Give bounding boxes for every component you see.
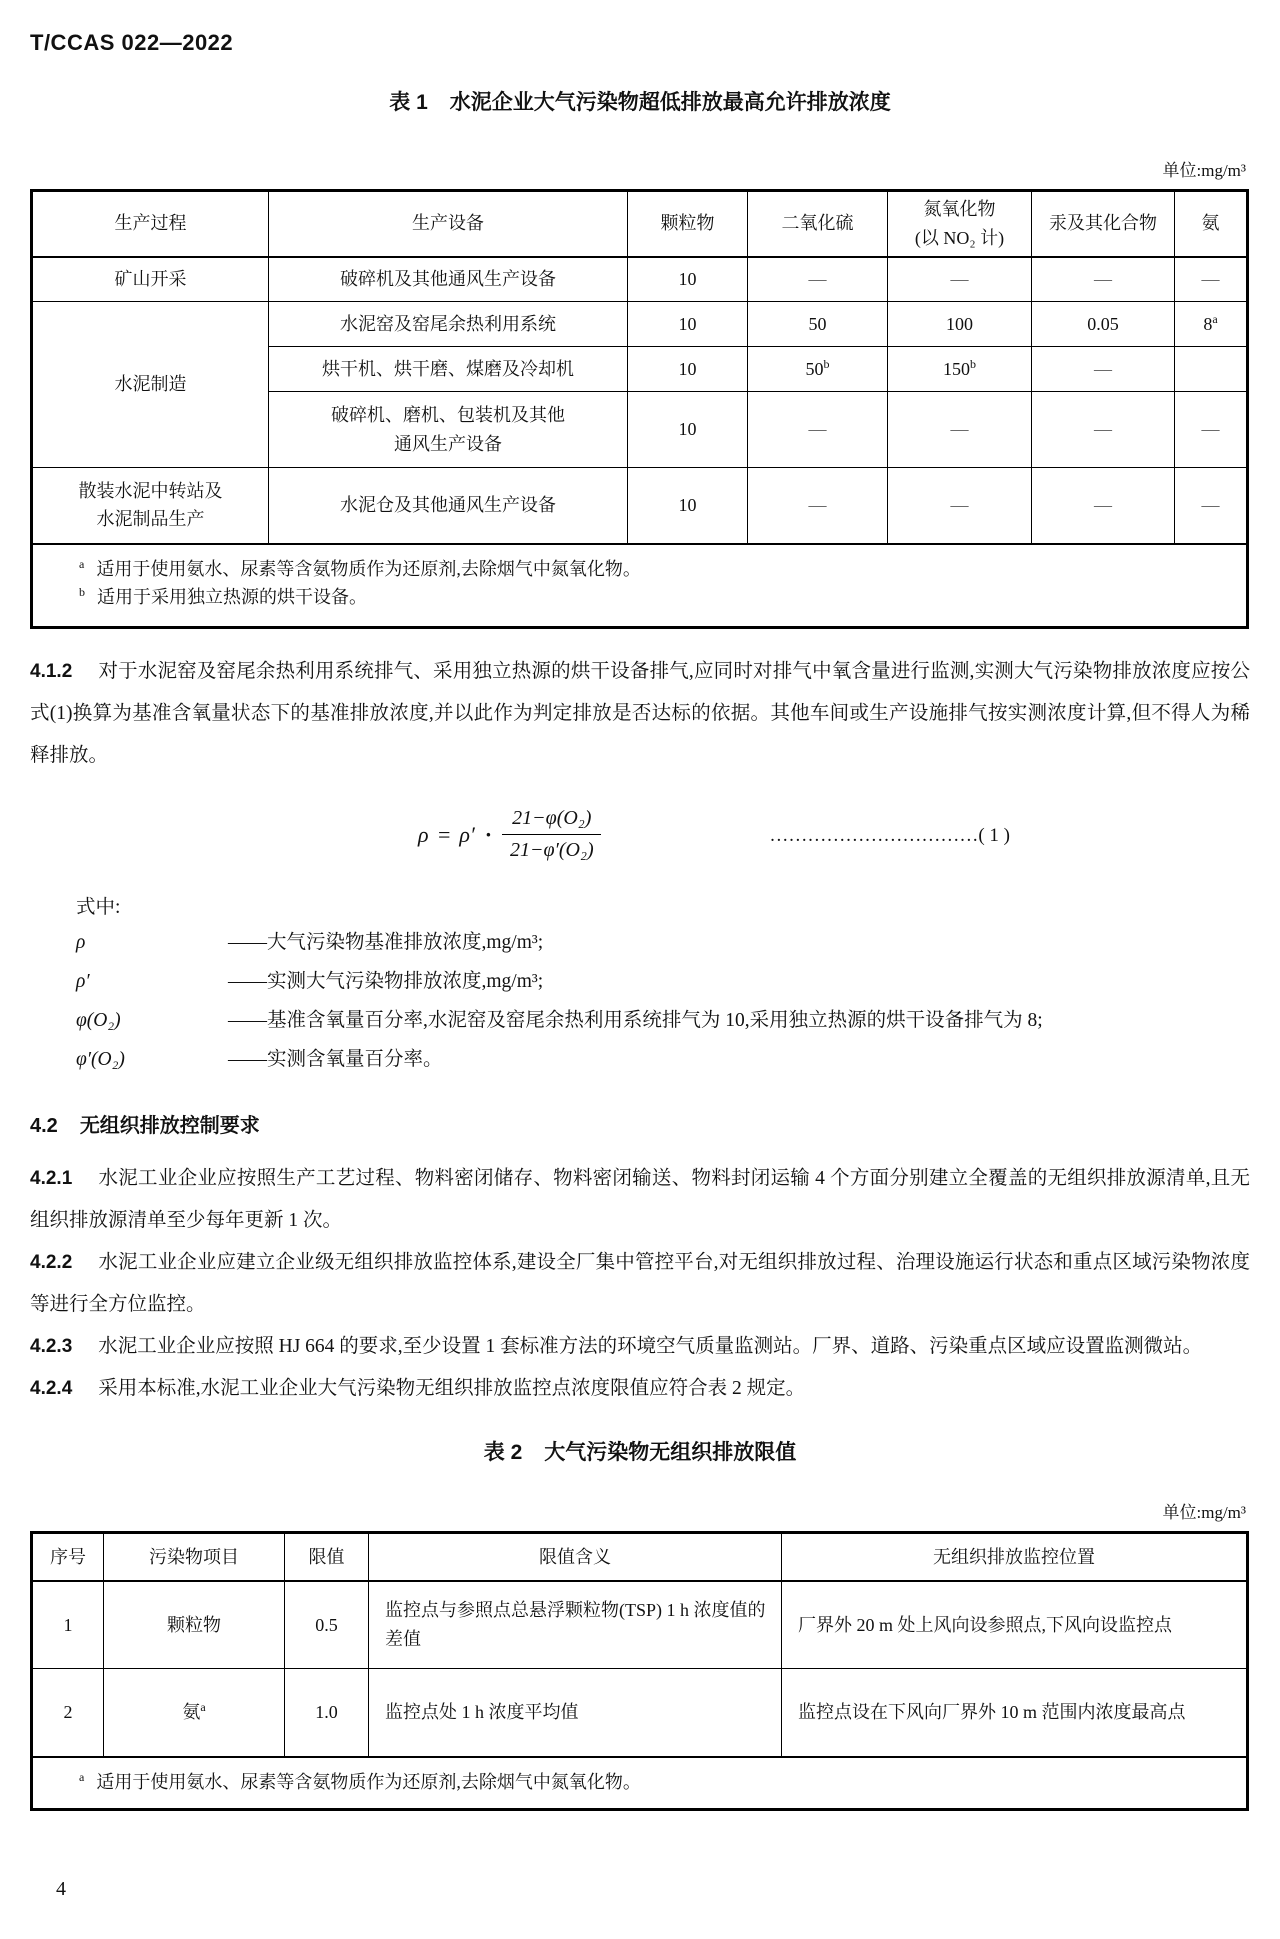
footnote-marker-b: b [970,356,976,371]
clause-number: 4.1.2 [30,661,73,683]
clause-4-2-1 [30,1158,1250,1242]
t1-col-nox-line2: (以 NO₂ 计) [914,227,1005,248]
t1-kiln-so2: 50 [748,302,888,347]
t1-col-mercury: 汞及其化合物 [1032,191,1175,257]
t1-bulk-equipment: 水泥仓及其他通风生产设备 [269,468,628,544]
formula-1 [30,799,1250,885]
table2-caption-text: 大气污染物无组织排放限值 [544,1441,797,1465]
t1-dryer-mercury: — [1032,347,1175,392]
multiplication-dot: · [484,821,493,847]
section-number: 4.2 [30,1115,58,1138]
t1-kiln-ammonia: 8$^a$ [1175,302,1248,347]
table1-unit: 单位:mg/m³ [1162,161,1246,180]
t1-dryer-particulate: 10 [628,347,748,392]
clause-4-2-4 [30,1368,1250,1410]
clause-number: 4.2.4 [30,1378,73,1400]
section-title: 无组织排放控制要求 [79,1115,260,1138]
t2-r2-no: 2 [32,1669,104,1757]
t1-col-ammonia: 氨 [1175,191,1248,257]
symbol: φ(O₂) [76,1010,121,1032]
t2-r1-limit: 0.5 [285,1581,369,1669]
t1-dryer-ammonia [1175,347,1248,392]
t1-kiln-nox: 100 [888,302,1032,347]
t2-row-particulate [32,1581,1248,1669]
t1-footnotes-row [32,544,1248,628]
table2-unit: 单位:mg/m³ [1162,1503,1246,1523]
t1-dryer-so2: 50$^b$ [748,347,888,392]
t2-footnote-a: $^a$ 适用于使用氨水、尿素等含氨物质作为还原剂,去除烟气中氮氧化物。 [79,1769,641,1792]
t2-row-ammonia [32,1669,1248,1757]
t2-col-position: 无组织排放监控位置 [782,1533,1248,1581]
table1-caption [30,86,1250,116]
definition-dash: —— [228,932,267,954]
standard-code: T/CCAS 022—2022 [30,30,234,55]
t2-col-no: 序号 [32,1533,104,1581]
t1-dryer-nox: 150$^b$ [888,347,1032,392]
definition-dash: —— [228,1010,267,1032]
definition-text: 基准含氧量百分率,水泥窑及窑尾余热利用系统排气为 10,采用独立热源的烘干设备排气为 8; [267,1010,1043,1032]
t2-r1-pollutant: 颗粒物 [104,1581,285,1669]
t2-r1-no: 1 [32,1581,104,1669]
t1-bulk-so2: — [748,468,888,544]
definition-rho [76,923,1246,962]
t1-bulk-ammonia: — [1175,468,1248,544]
clause-text: 采用本标准,水泥工业企业大气污染物无组织排放监控点浓度限值应符合表 2 规定。 [98,1378,806,1400]
definition-text: 实测含氧量百分率。 [267,1049,443,1071]
t1-kiln-particulate: 10 [628,302,748,347]
t1-mining-equipment: 破碎机及其他通风生产设备 [269,257,628,302]
t2-col-meaning: 限值含义 [369,1533,782,1581]
footnote-marker-a: a [79,1769,85,1784]
t2-r2-meaning: 监控点处 1 h 浓度平均值 [369,1669,782,1757]
t1-bulk-mercury: — [1032,468,1175,544]
definition-phi-o2 [76,1001,1246,1040]
symbol: φ′(O₂) [76,1049,125,1071]
clause-text: 水泥工业企业应建立企业级无组织排放监控体系,建设全厂集中管控平台,对无组织排放过程、治理设施运行状态和重点区域污染物浓度等进行全方位监控。 [30,1252,1250,1316]
section-4-2-heading [30,1109,1250,1138]
t1-crusher-equipment: 破碎机、磨机、包装机及其他 通风生产设备 [269,392,628,468]
clause-4-2-2 [30,1242,1250,1326]
t1-bulk-process: 散装水泥中转站及 水泥制品生产 [32,468,269,544]
t1-row-mining [32,257,1248,302]
t1-col-so2: 二氧化硫 [748,191,888,257]
definition-rho-prime [76,962,1246,1001]
footnote-marker-a: a [79,556,85,571]
t2-r2-position: 监控点设在下风向厂界外 10 m 范围内浓度最高点 [782,1669,1248,1757]
definition-phi-prime-o2 [76,1040,1246,1079]
t1-mining-so2: — [748,257,888,302]
t1-crusher-so2: — [748,392,888,468]
t2-col-pollutant: 污染物项目 [104,1533,285,1581]
t1-kiln-mercury: 0.05 [1032,302,1175,347]
clause-number: 4.2.1 [30,1168,73,1190]
clause-number: 4.2.2 [30,1252,73,1274]
clause-text: 水泥工业企业应按照 HJ 664 的要求,至少设置 1 套标准方法的环境空气质量监测站。厂界、道路、污染重点区域应设置监测微站。 [98,1336,1203,1358]
symbol: ρ′ [76,971,90,993]
t1-crusher-mercury: — [1032,392,1175,468]
t1-footnotes [32,544,1248,628]
t1-bulk-particulate: 10 [628,468,748,544]
t1-mining-mercury: — [1032,257,1175,302]
t2-r2-pollutant: 氨$^a$ [104,1669,285,1757]
t1-mining-process: 矿山开采 [32,257,269,302]
dot-leader: …………………………… [769,825,979,847]
t1-row-kiln [32,302,1248,347]
definition-text: 实测大气污染物排放浓度,mg/m³; [267,971,544,993]
t1-col-nox [888,191,1032,257]
t1-kiln-equipment: 水泥窑及窑尾余热利用系统 [269,302,628,347]
table1-caption-label: 表 1 [389,91,428,114]
t1-footnote-b: $^b$ 适用于采用独立热源的烘干设备。 [79,585,367,608]
formula-fraction [502,807,601,862]
table2-fugitive-emission-limits [30,1531,1249,1811]
t2-col-limit: 限值 [285,1533,369,1581]
t1-col-particulate: 颗粒物 [628,191,748,257]
table2-caption [30,1436,1250,1466]
fraction-numerator: 21−φ(O₂) [502,807,601,835]
t1-col-nox-line1: 氮氧化物 [923,199,996,219]
t1-header-row [32,191,1248,257]
t1-bulk-nox: — [888,468,1032,544]
clause-number: 4.2.3 [30,1336,73,1358]
equals-sign: = [436,821,452,847]
table2-caption-label: 表 2 [483,1441,523,1465]
formula-rhs-var: ρ′ [459,821,475,847]
t2-header-row [32,1533,1248,1581]
clause-4-1-2 [30,651,1250,777]
t2-r1-position: 厂界外 20 m 处上风向设参照点,下风向设监控点 [782,1581,1248,1669]
formula-equation [418,807,601,862]
definition-dash: —— [228,1049,267,1071]
t2-footnote-row [32,1757,1248,1810]
fraction-denominator: 21−φ′(O₂) [509,839,594,862]
page-number: 4 [56,1878,66,1900]
t1-footnote-a: $^a$ 适用于使用氨水、尿素等含氨物质作为还原剂,去除烟气中氮氧化物。 [79,556,641,579]
t1-row-bulk-cement [32,468,1248,544]
formula-lhs: ρ [418,821,429,847]
t1-col-process: 生产过程 [32,191,269,257]
formula-reference [769,825,1010,847]
t1-dryer-equipment: 烘干机、烘干磨、煤磨及冷却机 [269,347,628,392]
t1-mining-particulate: 10 [628,257,748,302]
footnote-marker-a: a [1212,311,1218,326]
t2-footnote [32,1757,1248,1810]
t1-col-equipment: 生产设备 [269,191,628,257]
t1-mining-ammonia: — [1175,257,1248,302]
t1-crusher-nox: — [888,392,1032,468]
t2-r1-meaning: 监控点与参照点总悬浮颗粒物(TSP) 1 h 浓度值的差值 [369,1581,782,1669]
clause-text: 对于水泥窑及窑尾余热利用系统排气、采用独立热源的烘干设备排气,应同时对排气中氧含量进行监测,实测大气污染物排放浓度应按公式(1)换算为基准含氧量状态下的基准排放浓度,并以此作为判定排放是否达标的依据。其他车间或生产设施排气按实测浓度计算,但不得人为稀释排放。 [30,661,1250,767]
t1-crusher-particulate: 10 [628,392,748,468]
t2-r2-limit: 1.0 [285,1669,369,1757]
t1-mining-nox: — [888,257,1032,302]
t1-manufacture-process: 水泥制造 [32,302,269,468]
table1-caption-text: 水泥企业大气污染物超低排放最高允许排放浓度 [449,91,891,114]
footnote-marker-b: b [823,356,830,371]
clause-text: 水泥工业企业应按照生产工艺过程、物料密闭储存、物料密闭输送、物料封闭运输 4 个方面分别建立全覆盖的无组织排放源清单,且无组织排放源清单至少每年更新 1 次。 [30,1168,1250,1232]
definition-dash: —— [228,971,267,993]
definition-text: 大气污染物基准排放浓度,mg/m³; [267,932,544,954]
formula-number: ( 1 ) [978,825,1010,847]
footnote-marker-b: b [79,585,85,600]
where-label: 式中: [76,897,121,919]
footnote-marker-a: a [200,1700,206,1715]
table1-ultra-low-emission-limits [30,189,1249,629]
t1-crusher-ammonia: — [1175,392,1248,468]
symbol: ρ [76,932,86,954]
clause-4-2-3 [30,1326,1250,1368]
